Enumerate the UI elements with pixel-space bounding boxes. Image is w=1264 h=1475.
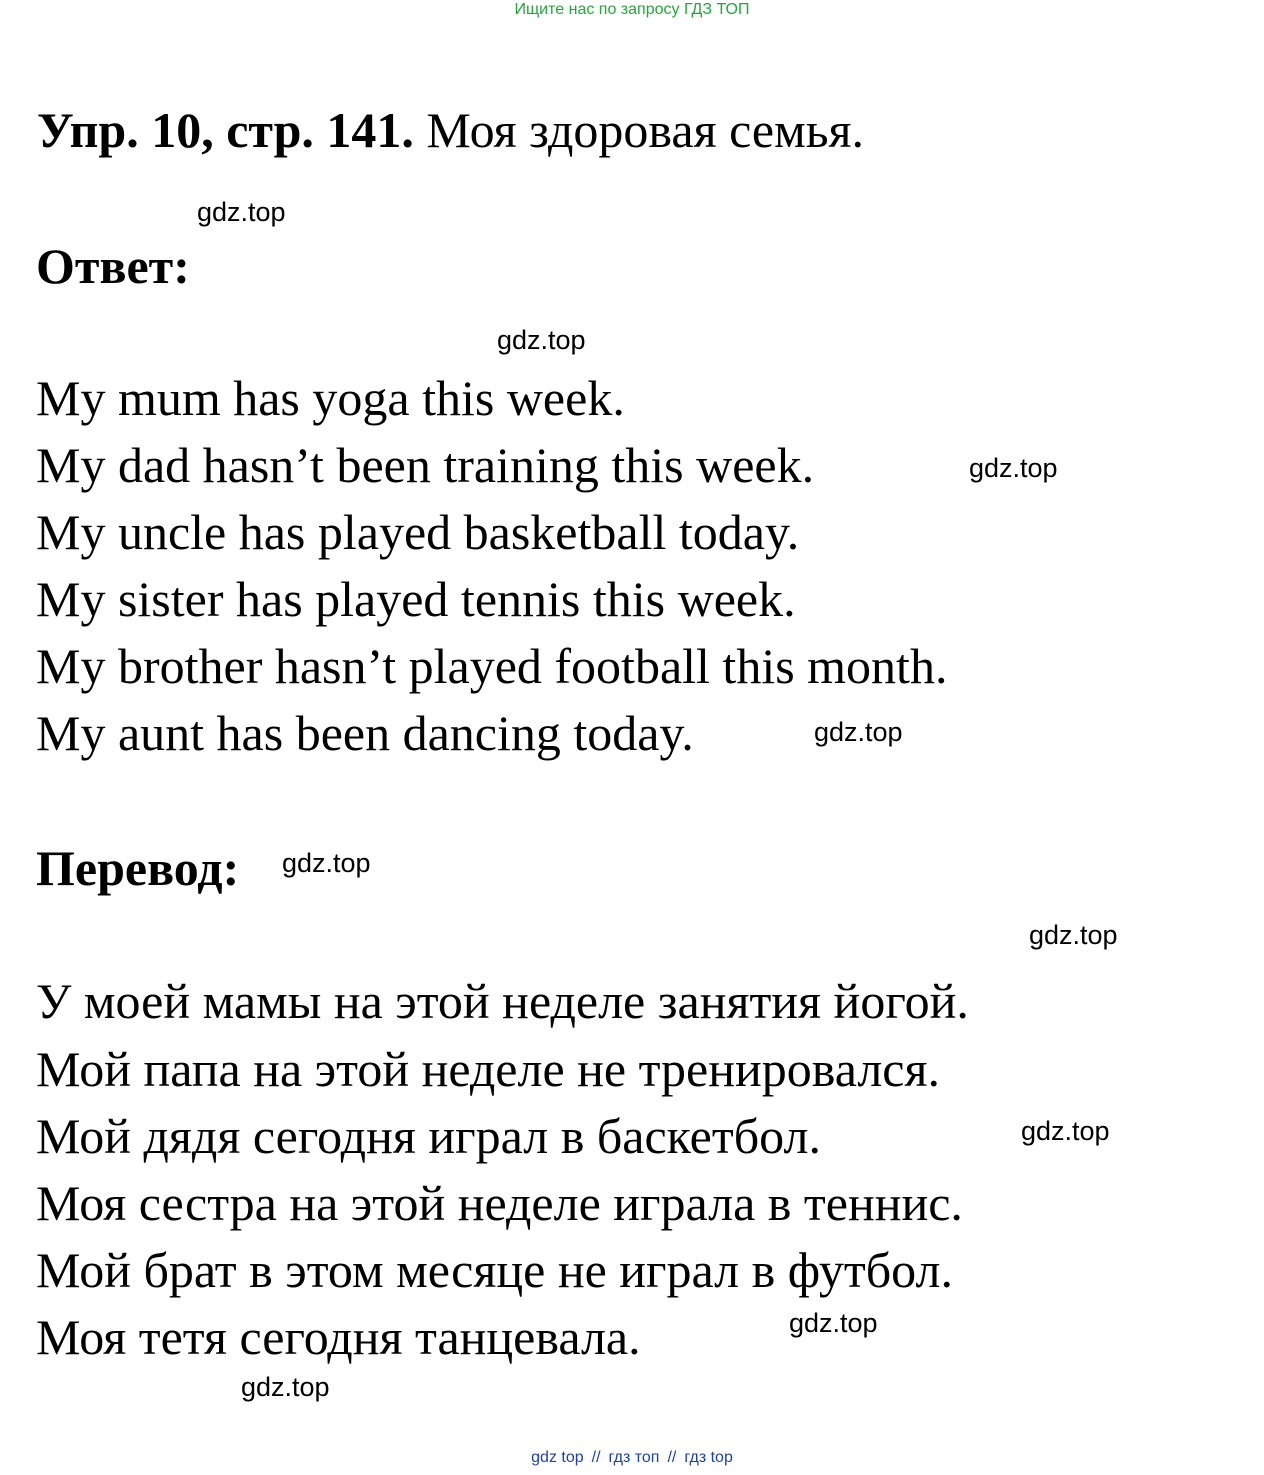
watermark: gdz.top [814, 717, 903, 747]
answer-line: My mum has yoga this week. [36, 370, 625, 426]
footer-separator: // [667, 1449, 677, 1466]
answer-line: My sister has played tennis this week. [36, 571, 796, 627]
watermark: gdz.top [1029, 920, 1118, 950]
footer-link[interactable]: гдз top [684, 1449, 733, 1466]
watermark: gdz.top [241, 1372, 330, 1402]
footer-link[interactable]: гдз топ [608, 1449, 660, 1466]
translation-line: Моя сестра на этой неделе играла в теннис. [36, 1175, 963, 1231]
translation-line: Мой брат в этом месяце не играл в футбол. [36, 1242, 953, 1298]
footer-separator: // [591, 1449, 601, 1466]
answer-line: My dad hasn’t been training this week. [36, 437, 815, 493]
answer-line: My brother hasn’t played football this month. [36, 638, 948, 694]
watermark: gdz.top [789, 1308, 878, 1338]
exercise-topic: Моя здоровая семья. [426, 102, 865, 158]
watermark: gdz.top [1021, 1116, 1110, 1146]
footer-links [0, 1449, 1264, 1467]
watermark: gdz.top [197, 197, 286, 227]
answer-heading: Ответ: [36, 238, 190, 294]
search-banner: Ищите нас по запросу ГДЗ ТОП [514, 1, 750, 18]
answer-line: My uncle has played basketball today. [36, 504, 800, 560]
translation-line: Мой дядя сегодня играл в баскетбол. [36, 1108, 821, 1164]
translation-heading: Перевод: [36, 840, 240, 896]
translation-line: Моя тетя сегодня танцевала. [36, 1309, 641, 1365]
watermark: gdz.top [969, 453, 1058, 483]
translation-line: У моей мамы на этой неделе занятия йогой. [36, 973, 969, 1029]
exercise-number: Упр. 10, стр. 141. [37, 102, 414, 158]
answer-line: My aunt has been dancing today. [36, 705, 694, 761]
footer-link[interactable]: gdz top [531, 1449, 584, 1466]
translation-line: Мой папа на этой неделе не тренировался. [36, 1041, 940, 1097]
watermark: gdz.top [497, 325, 586, 355]
watermark: gdz.top [282, 848, 371, 878]
exercise-title [37, 100, 864, 160]
